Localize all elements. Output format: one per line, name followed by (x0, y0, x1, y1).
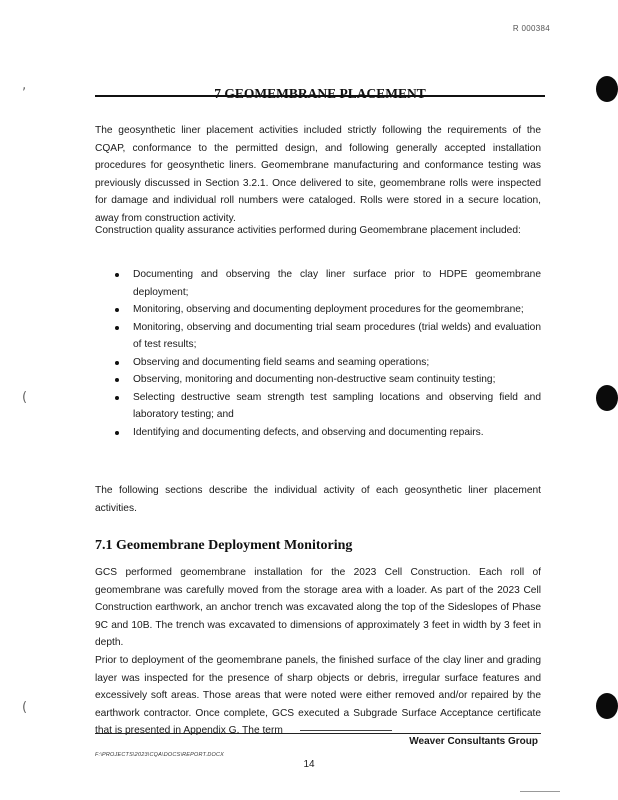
footer-divider (95, 733, 541, 734)
cqa-activity-list (95, 266, 541, 441)
bullet-icon (115, 378, 119, 382)
subsection-heading: 7.1 Geomembrane Deployment Monitoring (95, 538, 353, 553)
following-paragraph: The following sections describe the individual activity of each geosynthetic liner placement activities. (95, 485, 541, 514)
intro-paragraph: The geosynthetic liner placement activities included strictly following the requirements of the CQAP, conformance to the permitted design, and following generally accepted installation procedures for geosynthetic liners. Geomembrane manufacturing and conformance testing was previously discussed in Section 3.2.1. Once delivered to site, geomembrane rolls were inspected for damage and individual roll numbers were cataloged. Rolls were stored in a secure location, away from construction activity. (95, 125, 541, 224)
punch-hole (596, 385, 618, 411)
list-item: Monitoring, observing and documenting deployment procedures for the geomembrane; (95, 301, 541, 319)
document-number: R 000384 (512, 24, 550, 33)
bullet-icon (115, 308, 119, 312)
margin-mark: ‚ (22, 78, 27, 93)
deployment-paragraph: GCS performed geomembrane installation for the 2023 Cell Construction. Each roll of geomembrane was carefully moved from the storage area with a loader. As part of the 2023 Cell Construction earthwork, an anchor trench was excavated along the top of the Sideslopes of Phase 9C and 10B. The trench was excavated to dimensions of approximately 3 feet in width by 3 feet in depth. (95, 567, 541, 648)
bullet-icon (115, 396, 119, 400)
margin-mark: ( (22, 700, 28, 715)
footer-company: Weaver Consultants Group (409, 736, 538, 747)
subgrade-paragraph: Prior to deployment of the geomembrane panels, the finished surface of the clay liner and grading layer was inspected for the presence of sharp objects or debris, irregular surface features and excessively soft areas. Those areas that were noted were either removed and/or repaired by the earthwork contractor. Once complete, GCS executed a Subgrade Surface Acceptance certificate that is presented in Appendix G. The term (95, 655, 541, 736)
list-item: Observing, monitoring and documenting non-destructive seam continuity testing; (95, 371, 541, 389)
footer-divider-short (300, 730, 392, 731)
bullet-icon (115, 273, 119, 277)
bullet-icon (115, 326, 119, 330)
section-heading: 7 GEOMEMBRANE PLACEMENT (214, 86, 426, 102)
heading-divider (95, 95, 545, 97)
margin-mark: ( (22, 390, 28, 405)
footer-file-path: F:\PROJECTS\2023\CQA\DOCS\REPORT.DOCX (95, 752, 225, 758)
page-number: 14 (303, 759, 315, 770)
list-item: Identifying and documenting defects, and observing and documenting repairs. (95, 424, 541, 442)
list-item: Selecting destructive seam strength test sampling locations and observing field and laboratory testing; and (95, 389, 541, 424)
list-item: Observing and documenting field seams and seaming operations; (95, 354, 541, 372)
bullet-icon (115, 361, 119, 365)
punch-hole (596, 76, 618, 102)
list-item: Documenting and observing the clay liner surface prior to HDPE geomembrane deployment; (95, 266, 541, 301)
bullet-icon (115, 431, 119, 435)
cqa-intro-paragraph: Construction quality assurance activities performed during Geomembrane placement included: (95, 225, 521, 236)
list-item: Monitoring, observing and documenting trial seam procedures (trial welds) and evaluation of test results; (95, 319, 541, 354)
punch-hole (596, 693, 618, 719)
bottom-edge-line (520, 791, 560, 792)
